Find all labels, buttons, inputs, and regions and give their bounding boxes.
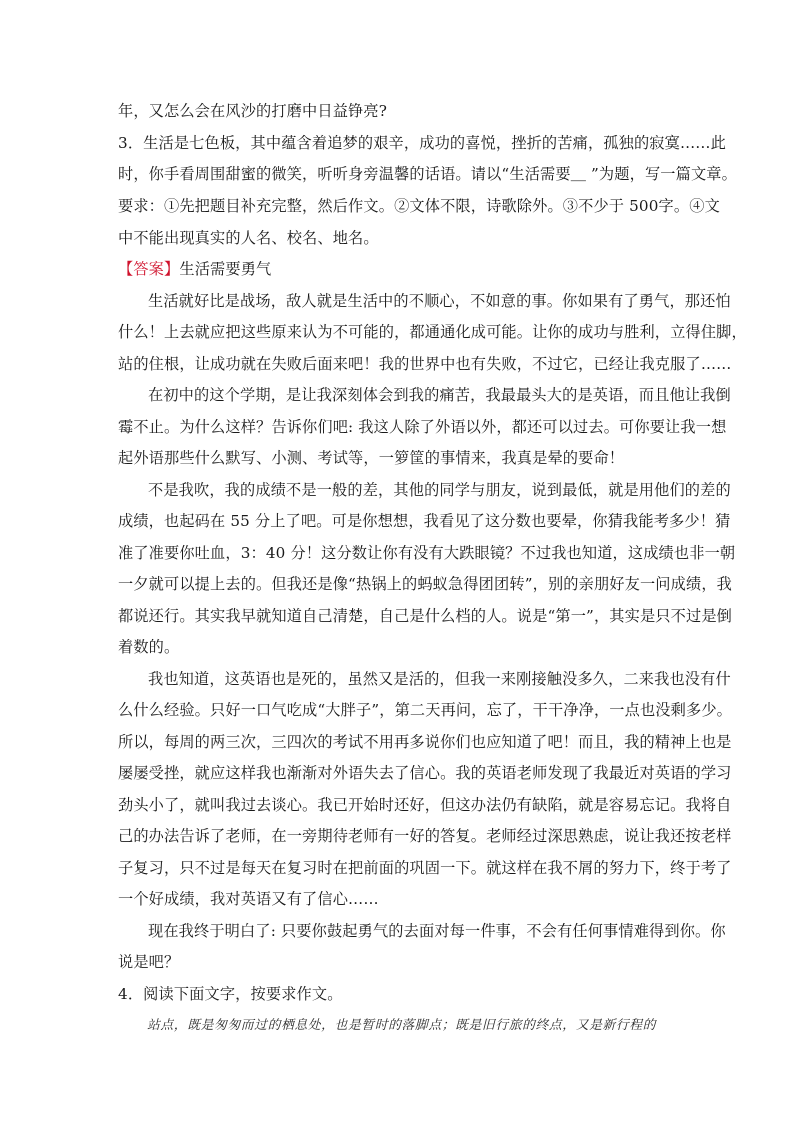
question-4: 4．阅读下面文字，按要求作文。: [118, 985, 343, 1003]
question-3-line-1: 3．生活是七色板，其中蕴含着追梦的艰辛，成功的喜悦，挫折的苦痛，孤独的寂寞……此: [118, 134, 726, 152]
essay-line: 起外语那些什么默写、小测、考试等，一箩筐的事情来，我真是晕的要命！: [118, 449, 625, 467]
essay-line: 都说还行。其实我早就知道自己清楚，自己是什么档的人。说是“第一”，其实是只不过是倒: [118, 607, 732, 625]
essay-line: 一夕就可以提上去的。但我还是像“热锅上的蚂蚁急得团团转”，别的亲朋好友一问成绩，我: [118, 575, 732, 593]
quote-line: 站点，既是匆匆而过的栖息处，也是暂时的落脚点；既是旧行旅的终点，又是新行程的: [147, 1018, 657, 1033]
essay-line: 什么！上去就应把这些原来认为不可能的，都通通化成可能。让你的成功与胜利，立得住脚，: [118, 323, 747, 341]
essay-line: 成绩，也起码在 55 分上了吧。可是你想想，我看见了这分数也要晕，你猜我能考多少！猜: [118, 512, 731, 530]
question-3-line-3: 要求：①先把题目补充完整，然后作文。②文体不限，诗歌除外。③不少于 500字。④文: [118, 197, 720, 215]
essay-line: 现在我终于明白了: 只要你鼓起勇气的去面对每一件事，不会有任何事情难得到你。你: [148, 922, 726, 940]
essay-line: 准了准要你吐血，3：40 分！这分数让你有没有大跌眼镜？不过我也知道，这成绩也非一朝: [118, 544, 736, 562]
answer-heading: [118, 259, 271, 279]
essay-line: 生活就好比是战场，敌人就是生活中的不顺心，不如意的事。你如果有了勇气，那还怕: [148, 292, 731, 310]
answer-title: 生活需要勇气: [179, 260, 272, 278]
question-3-line-4: 中不能出现真实的人名、校名、地名。: [118, 229, 379, 247]
essay-line: 劲头小了，就叫我过去谈心。我已开始时还好，但这办法仍有缺陷，就是容易忘记。我将自: [118, 796, 732, 814]
essay-line: 着数的。: [118, 638, 180, 656]
answer-tag: 【答案】: [118, 260, 180, 278]
essay-line: 霉不止。为什么这样？告诉你们吧: 我这人除了外语以外，都还可以过去。可你要让我一想: [118, 418, 727, 436]
essay-line: 说是吧？: [118, 953, 180, 971]
essay-line: 不是我吹，我的成绩不是一般的差，其他的同学与朋友，说到最低，就是用他们的差的: [148, 481, 731, 499]
question-3-line-2: 时，你手看周围甜蜜的微笑，听听身旁温馨的话语。请以“生活需要＿ ”为题，写一篇文章。: [118, 165, 737, 183]
essay-line: 所以，每周的两三次，三四次的考试不用再多说你们也应知道了吧！而且，我的精神上也是: [118, 733, 732, 751]
essay-line: 己的办法告诉了老师，在一旁期待老师有一好的答复。老师经过深思熟虑，说让我还按老样: [118, 827, 732, 845]
essay-line: 站的住根，让成功就在失败后面来吧！我的世界中也有失败，不过它，已经让我克服了……: [118, 355, 732, 373]
essay-line: 子复习，只不过是每天在复习时在把前面的巩固一下。就这样在我不屑的努力下，终于考了: [118, 859, 732, 877]
prompt-line-1: 年，又怎么会在风沙的打磨中日益铮亮?: [118, 102, 388, 120]
essay-line: 么什么经验。只好一口气吃成“大胖子”，第二天再问，忘了，干干净净，一点也没剩多少。: [118, 701, 732, 719]
essay-line: 在初中的这个学期，是让我深刻体会到我的痛苦，我最最头大的是英语，而且他让我倒: [148, 386, 731, 404]
essay-line: 一个好成绩，我对英语又有了信心……: [118, 890, 379, 908]
essay-line: 我也知道，这英语也是死的，虽然又是活的，但我一来刚接触没多久，二来我也没有什: [148, 670, 731, 688]
essay-line: 屡屡受挫，就应这样我也渐渐对外语失去了信心。我的英语老师发现了我最近对英语的学习: [118, 764, 732, 782]
